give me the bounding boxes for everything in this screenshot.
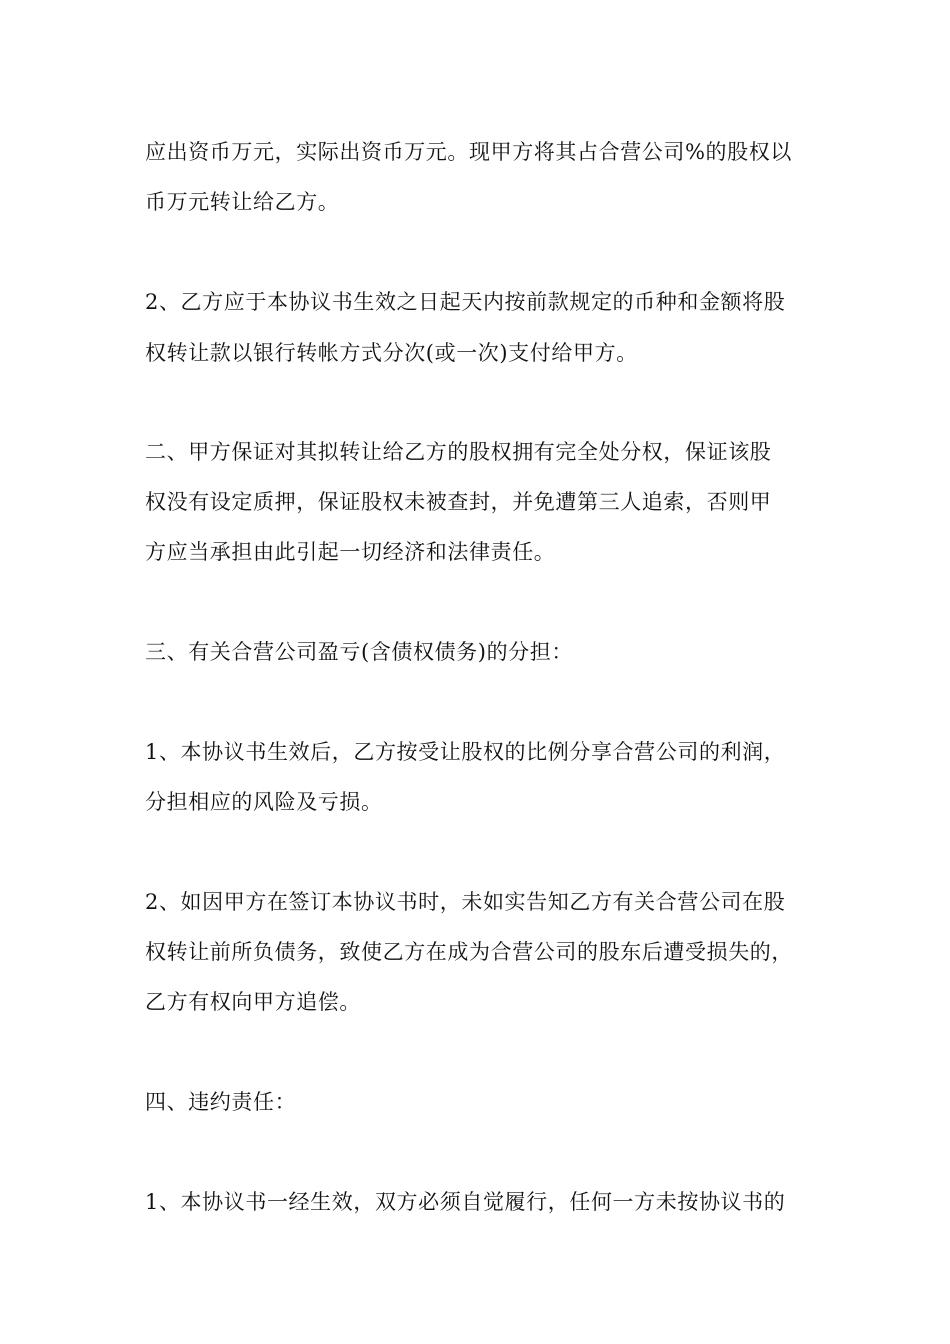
paragraph-line: 二、甲方保证对其拟转让给乙方的股权拥有完全处分权，保证该股: [145, 440, 772, 464]
section-heading: 四、违约责任：: [145, 1090, 297, 1114]
paragraph-line: 1、本协议书生效后，乙方按受让股权的比例分享合营公司的利润，: [145, 740, 786, 764]
paragraph-line: 2、如因甲方在签订本协议书时，未如实告知乙方有关合营公司在股: [145, 890, 786, 914]
paragraph-line: 1、本协议书一经生效，双方必须自觉履行，任何一方未按协议书的: [145, 1190, 786, 1214]
paragraph-line: 权转让前所负债务，致使乙方在成为合营公司的股东后遭受损失的，: [145, 940, 793, 964]
paragraph-line: 权没有设定质押，保证股权未被查封，并免遭第三人追索，否则甲: [145, 490, 772, 514]
paragraph-line: 分担相应的风险及亏损。: [145, 790, 383, 814]
paragraph-line: 权转让款以银行转帐方式分次(或一次)支付给甲方。: [145, 341, 638, 365]
paragraph-line: 方应当承担由此引起一切经济和法律责任。: [145, 540, 556, 564]
paragraph-line: 币万元转让给乙方。: [145, 190, 340, 214]
paragraph-line: 乙方有权向甲方追偿。: [145, 990, 361, 1014]
section-heading: 三、有关合营公司盈亏(含债权债务)的分担：: [145, 640, 573, 664]
paragraph-line: 2、乙方应于本协议书生效之日起天内按前款规定的币种和金额将股: [145, 290, 786, 314]
paragraph-line: 应出资币万元，实际出资币万元。现甲方将其占合营公司%的股权以: [145, 140, 792, 164]
